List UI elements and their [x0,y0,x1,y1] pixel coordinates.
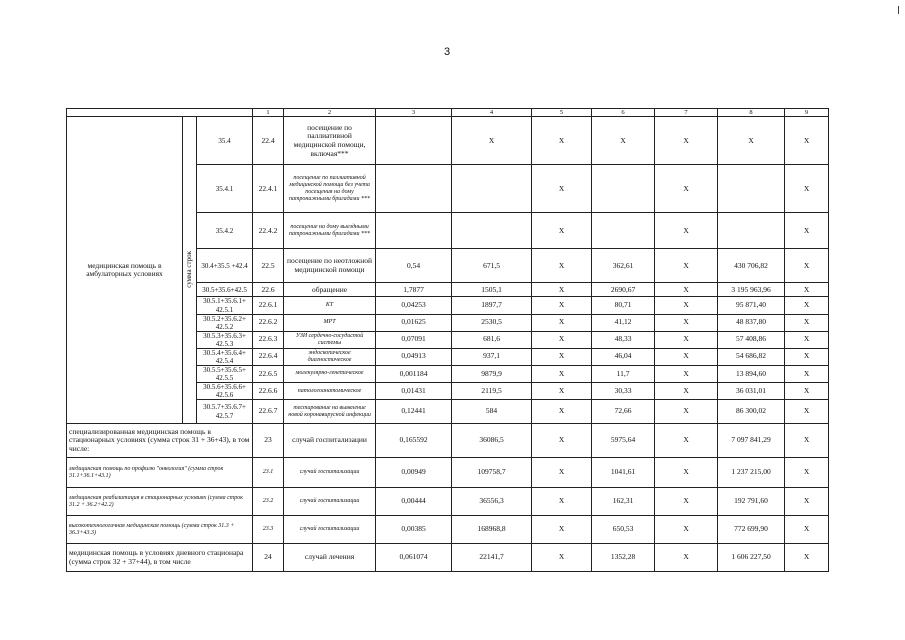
value-cell-c7: X [655,213,718,249]
value-cell-c7: X [655,365,718,382]
page-edge-mark [898,6,899,14]
code-cell: 30.5.4+35.6.4+ 42.5.4 [197,348,253,365]
value-cell-c6: 650,53 [592,516,655,544]
value-cell-c3 [376,117,452,165]
value-cell-c8: X [718,117,785,165]
value-cell-c7: X [655,382,718,399]
column-header: 1 [253,109,284,117]
value-cell-c7: X [655,400,718,424]
unit-name-cell: случай госпитализации [284,458,376,488]
value-cell-c7: X [655,117,718,165]
unit-name-cell: патологоанатомическое [284,382,376,399]
value-cell-c6: 48,33 [592,331,655,348]
column-header [67,109,253,117]
value-cell-c8 [718,213,785,249]
table-row [67,488,829,516]
value-cell-c4: 36556,3 [452,488,532,516]
row-number-cell: 23.1 [253,458,284,488]
value-cell-c3 [376,213,452,249]
value-cell-c6: 72,66 [592,400,655,424]
row-number-cell: 22.6.6 [253,382,284,399]
value-cell-c6: 1352,28 [592,544,655,572]
value-cell-c9: X [785,400,829,424]
unit-name-cell: посещение по паллиативной медицинской помощи без учета посещения на дому патронажными бригадами *** [284,165,376,213]
value-cell-c3: 1,7877 [376,283,452,297]
value-cell-c4: 109758,7 [452,458,532,488]
code-cell: 30.5.3+35.6.3+ 42.5.3 [197,331,253,348]
row-number-cell: 22.6.2 [253,314,284,331]
value-cell-c4: 681,6 [452,331,532,348]
rotated-label-text: сумма строк [185,250,194,288]
value-cell-c6: 11,7 [592,365,655,382]
value-cell-c9: X [785,424,829,458]
value-cell-c9: X [785,249,829,283]
unit-name-cell: эндоскопическое диагностическое [284,348,376,365]
value-cell-c4: 9879,9 [452,365,532,382]
column-header: 2 [284,109,376,117]
row-number-cell: 23.2 [253,488,284,516]
value-cell-c5: X [532,297,592,314]
value-cell-c4: 1897,7 [452,297,532,314]
value-cell-c5: X [532,488,592,516]
value-cell-c5: X [532,283,592,297]
value-cell-c9: X [785,213,829,249]
unit-name-cell: посещение по паллиативной медицинской помощи, включая*** [284,117,376,165]
value-cell-c8: 1 606 227,50 [718,544,785,572]
column-header: 7 [655,109,718,117]
value-cell-c9: X [785,382,829,399]
row-number-cell: 22.4.2 [253,213,284,249]
value-cell-c7: X [655,488,718,516]
value-cell-c3: 0,54 [376,249,452,283]
unit-name-cell: МРТ [284,314,376,331]
code-cell: 35.4.2 [197,213,253,249]
value-cell-c9: X [785,544,829,572]
value-cell-c9: X [785,314,829,331]
value-cell-c7: X [655,283,718,297]
code-cell: 35.4.1 [197,165,253,213]
code-cell: 30.5.5+35.6.5+ 42.5.5 [197,365,253,382]
value-cell-c5: X [532,365,592,382]
value-cell-c8: 192 791,60 [718,488,785,516]
value-cell-c6: 30,33 [592,382,655,399]
value-cell-c6: 162,31 [592,488,655,516]
value-cell-c8: 13 894,60 [718,365,785,382]
value-cell-c9: X [785,365,829,382]
table-row [67,424,829,458]
value-cell-c8: 57 408,86 [718,331,785,348]
value-cell-c9: X [785,117,829,165]
value-cell-c5: X [532,331,592,348]
value-cell-c8: 95 871,40 [718,297,785,314]
value-cell-c3: 0,00385 [376,516,452,544]
section-label: специализированная медицинская помощь в стационарных условиях (сумма строк 31 + 36+43), в том числе: [67,424,253,458]
row-number-cell: 22.6.4 [253,348,284,365]
value-cell-c4: 1505,1 [452,283,532,297]
value-cell-c7: X [655,297,718,314]
value-cell-c8: 772 699,90 [718,516,785,544]
value-cell-c5: X [532,117,592,165]
value-cell-c7: X [655,165,718,213]
value-cell-c6: 5975,64 [592,424,655,458]
column-header: 3 [376,109,452,117]
value-cell-c6: 2690,67 [592,283,655,297]
unit-name-cell: случай госпитализации [284,424,376,458]
value-cell-c7: X [655,314,718,331]
unit-name-cell: случай госпитализации [284,516,376,544]
value-cell-c4: 584 [452,400,532,424]
row-number-cell: 23 [253,424,284,458]
value-cell-c8 [718,165,785,213]
page-number: 3 [444,46,451,58]
section-label: медицинская реабилитация в стационарных условиях (сумма строк 31.2 + 36.2+42.2) [67,488,253,516]
value-cell-c7: X [655,249,718,283]
value-cell-c3: 0,061074 [376,544,452,572]
value-cell-c7: X [655,458,718,488]
value-cell-c6 [592,165,655,213]
section-label: медицинская помощь в условиях дневного стационара (сумма строк 32 + 37+44), в том числе [67,544,253,572]
value-cell-c9: X [785,348,829,365]
value-cell-c9: X [785,488,829,516]
value-cell-c5: X [532,348,592,365]
column-header: 5 [532,109,592,117]
row-number-cell: 22.6.5 [253,365,284,382]
value-cell-c8: 7 097 841,29 [718,424,785,458]
column-header: 6 [592,109,655,117]
value-cell-c4: 671,5 [452,249,532,283]
value-cell-c5: X [532,424,592,458]
column-header: 9 [785,109,829,117]
group-label [67,117,183,424]
value-cell-c8: 36 031,01 [718,382,785,399]
code-cell: 30.5.7+35.6.7+ 42.5.7 [197,400,253,424]
value-cell-c3: 0,001184 [376,365,452,382]
value-cell-c3: 0,07091 [376,331,452,348]
value-cell-c9: X [785,516,829,544]
row-number-cell: 22.5 [253,249,284,283]
unit-name-cell: тестирование на выявление новой коронавирусной инфекции [284,400,376,424]
value-cell-c6: 41,12 [592,314,655,331]
value-cell-c5: X [532,314,592,331]
value-cell-c4: 168968,8 [452,516,532,544]
row-number-cell: 22.4.1 [253,165,284,213]
value-cell-c8: 430 706,82 [718,249,785,283]
value-cell-c4 [452,213,532,249]
value-cell-c4: 937,1 [452,348,532,365]
row-number-cell: 22.4 [253,117,284,165]
value-cell-c7: X [655,544,718,572]
value-cell-c3: 0,00444 [376,488,452,516]
row-number-cell: 24 [253,544,284,572]
value-cell-c3: 0,00949 [376,458,452,488]
value-cell-c5: X [532,544,592,572]
row-number-cell: 22.6.1 [253,297,284,314]
value-cell-c9: X [785,458,829,488]
code-cell: 30.5+35.6+42.5 [197,283,253,297]
value-cell-c9: X [785,165,829,213]
code-cell: 30.5.1+35.6.1+ 42.5.1 [197,297,253,314]
unit-name-cell: случай госпитализации [284,488,376,516]
value-cell-c5: X [532,400,592,424]
value-cell-c3: 0,01431 [376,382,452,399]
value-cell-c6: 46,04 [592,348,655,365]
table-row [67,458,829,488]
code-cell: 30.5.6+35.6.6+ 42.5.6 [197,382,253,399]
value-cell-c3: 0,04913 [376,348,452,365]
unit-name-cell: обращение [284,283,376,297]
value-cell-c5: X [532,213,592,249]
code-cell: 30.5.2+35.6.2+ 42.5.2 [197,314,253,331]
value-cell-c7: X [655,424,718,458]
value-cell-c5: X [532,458,592,488]
value-cell-c5: X [532,165,592,213]
value-cell-c8: 3 195 963,96 [718,283,785,297]
header-row [67,109,829,117]
value-cell-c4: 2119,5 [452,382,532,399]
value-cell-c3: 0,04253 [376,297,452,314]
value-cell-c5: X [532,382,592,399]
code-cell: 35.4 [197,117,253,165]
value-cell-c6: 362,61 [592,249,655,283]
value-cell-c7: X [655,331,718,348]
value-cell-c6 [592,213,655,249]
unit-name-cell: посещение по неотложной медицинской помощи [284,249,376,283]
value-cell-c7: X [655,348,718,365]
code-cell: 30.4+35.5 +42.4 [197,249,253,283]
value-cell-c4: X [452,117,532,165]
value-cell-c4 [452,165,532,213]
row-number-cell: 22.6.3 [253,331,284,348]
value-cell-c3 [376,165,452,213]
value-cell-c4: 22141,7 [452,544,532,572]
group-label-text: медицинская помощь в амбулаторных условиях [86,260,163,279]
column-header: 4 [452,109,532,117]
value-cell-c5: X [532,516,592,544]
value-cell-c3: 0,165592 [376,424,452,458]
value-cell-c8: 48 837,80 [718,314,785,331]
unit-name-cell: молекулярно-генетическое [284,365,376,382]
group-rotated-label [183,117,197,424]
value-cell-c8: 1 237 215,00 [718,458,785,488]
value-cell-c6: X [592,117,655,165]
unit-name-cell: КТ [284,297,376,314]
value-cell-c9: X [785,283,829,297]
value-cell-c9: X [785,331,829,348]
section-label: высокотехнологичная медицинская помощь (сумма строк 31.3 + 36.3+43.3) [67,516,253,544]
value-cell-c4: 2530,5 [452,314,532,331]
value-cell-c3: 0,12441 [376,400,452,424]
row-number-cell: 22.6.7 [253,400,284,424]
row-number-cell: 22.6 [253,283,284,297]
value-cell-c4: 36086,5 [452,424,532,458]
unit-name-cell: посещение на дому выездными патронажными бригадами *** [284,213,376,249]
table-row [67,516,829,544]
value-cell-c9: X [785,297,829,314]
value-cell-c3: 0,01625 [376,314,452,331]
section-label: медицинская помощь по профилю "онкология" (сумма строк 31.1+36.1+43.1) [67,458,253,488]
value-cell-c7: X [655,516,718,544]
unit-name-cell: УЗИ сердечно-сосудистой системы [284,331,376,348]
value-cell-c5: X [532,249,592,283]
value-cell-c6: 80,71 [592,297,655,314]
table-row [67,117,829,165]
tariff-table [66,108,829,572]
unit-name-cell: случай лечения [284,544,376,572]
value-cell-c8: 86 300,02 [718,400,785,424]
table-row [67,544,829,572]
column-header: 8 [718,109,785,117]
value-cell-c8: 54 686,82 [718,348,785,365]
value-cell-c6: 1041,61 [592,458,655,488]
row-number-cell: 23.3 [253,516,284,544]
